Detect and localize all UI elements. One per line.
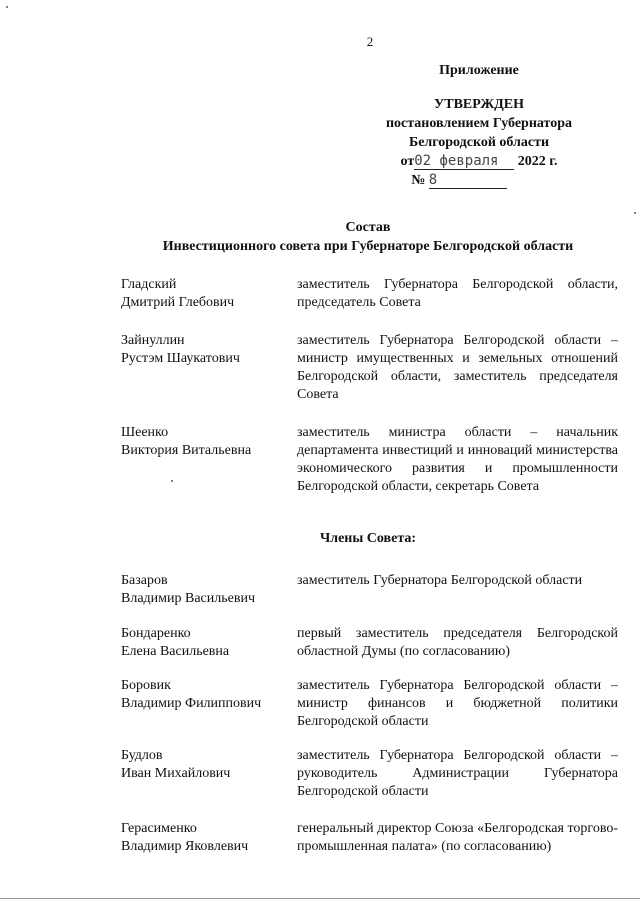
- member-entry: [121, 747, 618, 801]
- scan-speck: [171, 480, 173, 482]
- leadership-entry: [121, 424, 618, 496]
- member-entry: [121, 677, 618, 731]
- person-name: [121, 820, 297, 856]
- person-given-name: Владимир Васильевич: [121, 591, 255, 606]
- person-role: заместитель министра области – начальник департамента инвестиций и инноваций министерства экономического развития и промышленности Белгородской области, секретарь Совета: [297, 425, 618, 494]
- person-surname: Герасименко: [121, 821, 197, 836]
- person-role: заместитель Губернатора Белгородской области, председатель Совета: [297, 277, 618, 310]
- date-prefix: от: [400, 154, 415, 169]
- members-heading: Члены Совета:: [319, 531, 417, 546]
- person-role: заместитель Губернатора Белгородской области – министр финансов и бюджетной политики Белгородской области: [297, 678, 618, 729]
- leadership-entry: [121, 332, 618, 404]
- approved-label: УТВЕРЖДЕН: [433, 97, 525, 112]
- person-role: заместитель Губернатора Белгородской области – руководитель Администрации Губернатора Белгородской области: [297, 748, 618, 799]
- document-title: [0, 218, 640, 256]
- person-name: [121, 332, 297, 404]
- person-given-name: Рустэм Шаукатович: [121, 351, 240, 366]
- scan-speck: [6, 6, 8, 8]
- person-role: генеральный директор Союза «Белгородская торгово-промышленная палата» (по согласованию): [297, 821, 618, 854]
- person-surname: Гладский: [121, 277, 177, 292]
- member-entry: [121, 572, 618, 608]
- approval-block: [344, 61, 614, 190]
- person-given-name: Владимир Яковлевич: [121, 839, 249, 854]
- person-role: первый заместитель председателя Белгородской областной Думы (по согласованию): [297, 626, 618, 659]
- title-line-1: Состав: [345, 220, 391, 235]
- person-role: заместитель Губернатора Белгородской области – министр имущественных и земельных отношений Белгородской области, заместитель председателя Совета: [297, 333, 618, 402]
- appendix-label: Приложение: [439, 63, 519, 78]
- handwritten-date: 02 февраля: [414, 153, 499, 169]
- member-entry: [121, 625, 618, 661]
- person-name: [121, 424, 297, 496]
- resolution-label: постановлением Губернатора: [385, 116, 573, 131]
- person-given-name: Елена Васильевна: [121, 644, 230, 659]
- scan-edge-line: [0, 898, 640, 899]
- date-year: 2022 г.: [517, 154, 558, 169]
- title-line-2: Инвестиционного совета при Губернаторе Белгородской области: [162, 239, 574, 254]
- person-surname: Шеенко: [121, 425, 169, 440]
- person-given-name: Иван Михайлович: [121, 766, 231, 781]
- person-name: [121, 625, 297, 661]
- number-line: [344, 171, 574, 190]
- person-name: [121, 572, 297, 608]
- person-surname: Зайнуллин: [121, 333, 185, 348]
- person-surname: Базаров: [121, 573, 168, 588]
- person-name: [121, 747, 297, 801]
- person-surname: Будлов: [121, 748, 163, 763]
- person-surname: Боровик: [121, 678, 171, 693]
- person-role: заместитель Губернатора Белгородской области: [297, 573, 583, 588]
- person-given-name: Дмитрий Глебович: [121, 295, 235, 310]
- person-given-name: Владимир Филиппович: [121, 696, 262, 711]
- person-surname: Бондаренко: [121, 626, 191, 641]
- scan-speck: [634, 212, 636, 214]
- date-line: [344, 152, 614, 171]
- person-name: [121, 276, 297, 312]
- member-entry: [121, 820, 618, 856]
- person-name: [121, 677, 297, 731]
- number-prefix: №: [411, 173, 426, 188]
- leadership-entry: [121, 276, 618, 312]
- region-label: Белгородской области: [408, 135, 550, 150]
- page-number: 2: [366, 34, 374, 49]
- person-given-name: Виктория Витальевна: [121, 443, 252, 458]
- handwritten-number: 8: [428, 172, 438, 188]
